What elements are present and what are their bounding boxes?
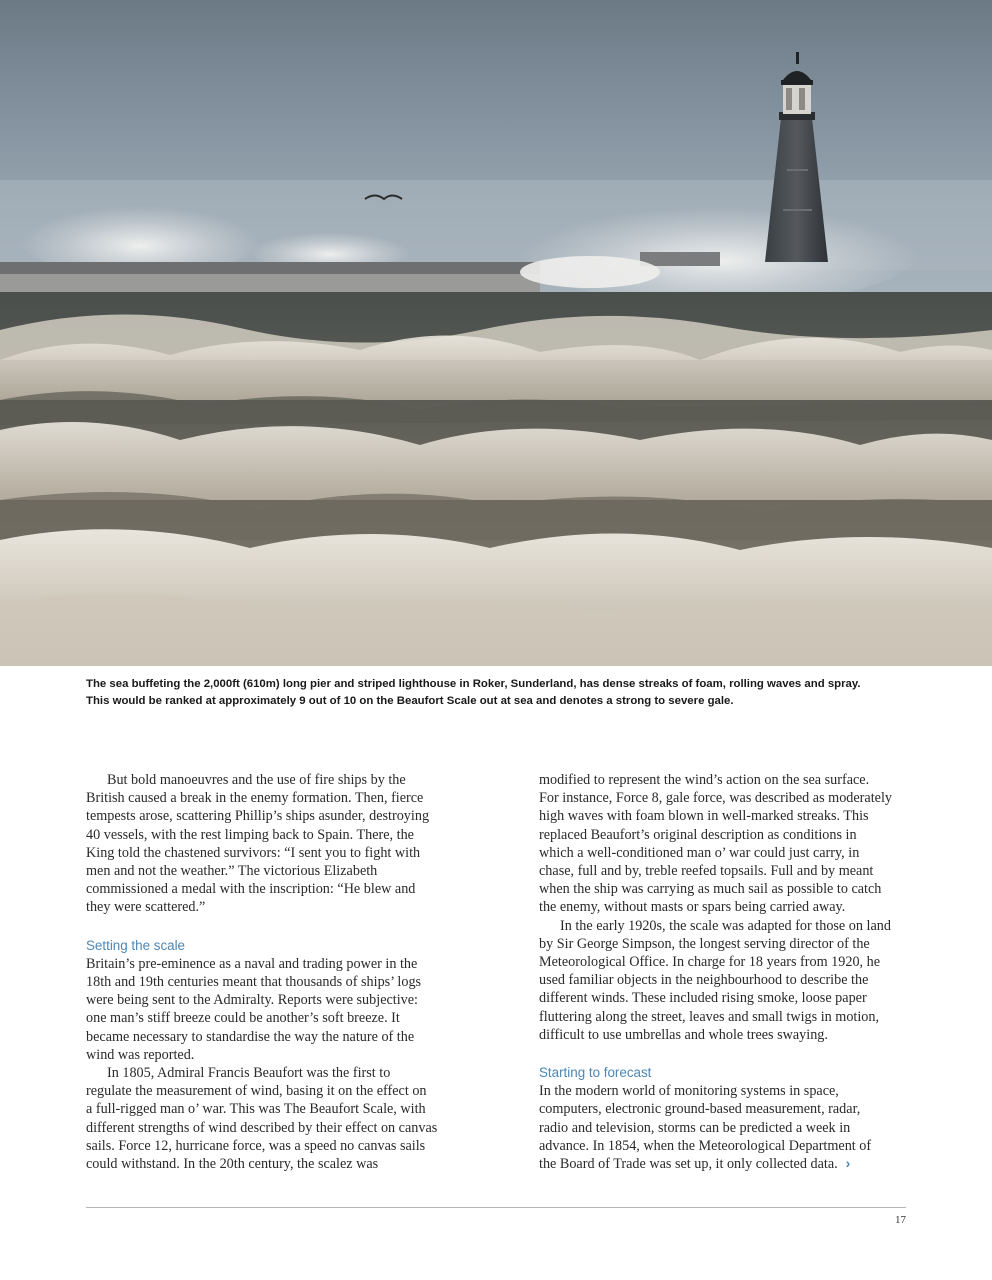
lighthouse <box>765 52 828 262</box>
text-line: fluttering along the street, leaves and small twigs in motion, <box>539 1008 880 1025</box>
section-heading: Setting the scale <box>86 937 186 953</box>
text-line: wind was reported. <box>86 1046 195 1063</box>
text-line: replaced Beaufort’s original description as conditions in <box>539 826 857 843</box>
text-line: a full-rigged man o’ war. This was The Beaufort Scale, with <box>86 1101 426 1118</box>
text-line: the Board of Trade was set up, it only collected data. <box>539 1156 838 1173</box>
text-line: King told the chastened survivors: “I sent you to fight with <box>86 844 421 861</box>
text-line: sails. Force 12, hurricane force, was a speed no canvas sails <box>86 1137 426 1154</box>
text-line: But bold manoeuvres and the use of fire ships by the <box>107 772 406 788</box>
text-line: Meteorological Office. In charge for 18 years from 1920, he <box>539 954 881 971</box>
page-number: 17 <box>895 1214 906 1226</box>
text-line: tempests arose, scattering Phillip’s ships asunder, destroying <box>86 808 430 825</box>
text-line: high waves with foam blown in well-marked streaks. This <box>539 808 869 825</box>
photo-caption <box>86 676 916 710</box>
text-line: different strengths of wind described by their effect on canvas <box>86 1119 438 1136</box>
text-line: difficult to use umbrellas and whole trees swaying. <box>539 1026 828 1043</box>
text-line: In the early 1920s, the scale was adapted for those on land <box>560 917 891 934</box>
text-line: the enemy, without masts or spars being carried away. <box>539 899 846 916</box>
text-line: 40 vessels, with the rest limping back to Spain. There, the <box>86 826 414 843</box>
text-line: were being sent to the Admiralty. Reports were subjective: <box>86 992 418 1009</box>
text-line: For instance, Force 8, gale force, was described as moderately <box>539 790 892 807</box>
text-line: one man’s stiff breeze could be another’s soft breeze. It <box>86 1010 400 1027</box>
text-line: modified to represent the wind’s action on the sea surface. <box>539 772 870 788</box>
text-line: advance. In 1854, when the Meteorological Department of <box>539 1137 872 1154</box>
left-column <box>86 771 458 1173</box>
text-line: when the ship was carrying as much sail as possible to catch <box>539 881 882 898</box>
text-line: they were scattered.” <box>86 899 206 916</box>
caption-line: This would be ranked at approximately 9 out of 10 on the Beaufort Scale out at sea and denotes a strong to severe gale. <box>86 695 734 707</box>
text-line: chase, full and by, treble reefed topsails. Full and by meant <box>539 863 874 880</box>
caption-line: The sea buffeting the 2,000ft (610m) long pier and striped lighthouse in Roker, Sunderland, has dense streaks of foam, rolling waves and spray. <box>86 678 861 690</box>
text-line: In the modern world of monitoring systems in space, <box>539 1083 839 1100</box>
text-line-last <box>539 1155 911 1173</box>
text-line: radio and television, storms can be predicted a week in <box>539 1119 851 1136</box>
continue-arrow-icon: › <box>845 1156 851 1173</box>
text-line: by Sir George Simpson, the longest serving director of the <box>539 935 870 952</box>
text-line: Britain’s pre-eminence as a naval and trading power in the <box>86 955 418 972</box>
text-line: In 1805, Admiral Francis Beaufort was the first to <box>107 1065 391 1082</box>
text-line: 18th and 19th centuries meant that thousands of ships’ logs <box>86 974 422 991</box>
text-line: men and not the weather.” The victorious Elizabeth <box>86 863 378 880</box>
text-line: became necessary to standardise the way the nature of the <box>86 1028 415 1045</box>
text-line: which a well-conditioned man o’ war could just carry, in <box>539 844 860 861</box>
text-line: different winds. These included rising smoke, loose paper <box>539 990 867 1007</box>
text-line: used familiar objects in the neighbourhood to describe the <box>539 972 869 989</box>
text-line: British caused a break in the enemy formation. Then, fierce <box>86 790 424 807</box>
text-line: computers, electronic ground-based measurement, radar, <box>539 1101 861 1118</box>
section-heading: Starting to forecast <box>539 1065 652 1081</box>
text-line: commissioned a medal with the inscription: “He blew and <box>86 881 416 898</box>
text-line: could withstand. In the 20th century, the scalez was <box>86 1156 379 1173</box>
footer-divider <box>86 1207 906 1208</box>
text-line: regulate the measurement of wind, basing it on the effect on <box>86 1083 427 1100</box>
right-column <box>539 771 911 1173</box>
